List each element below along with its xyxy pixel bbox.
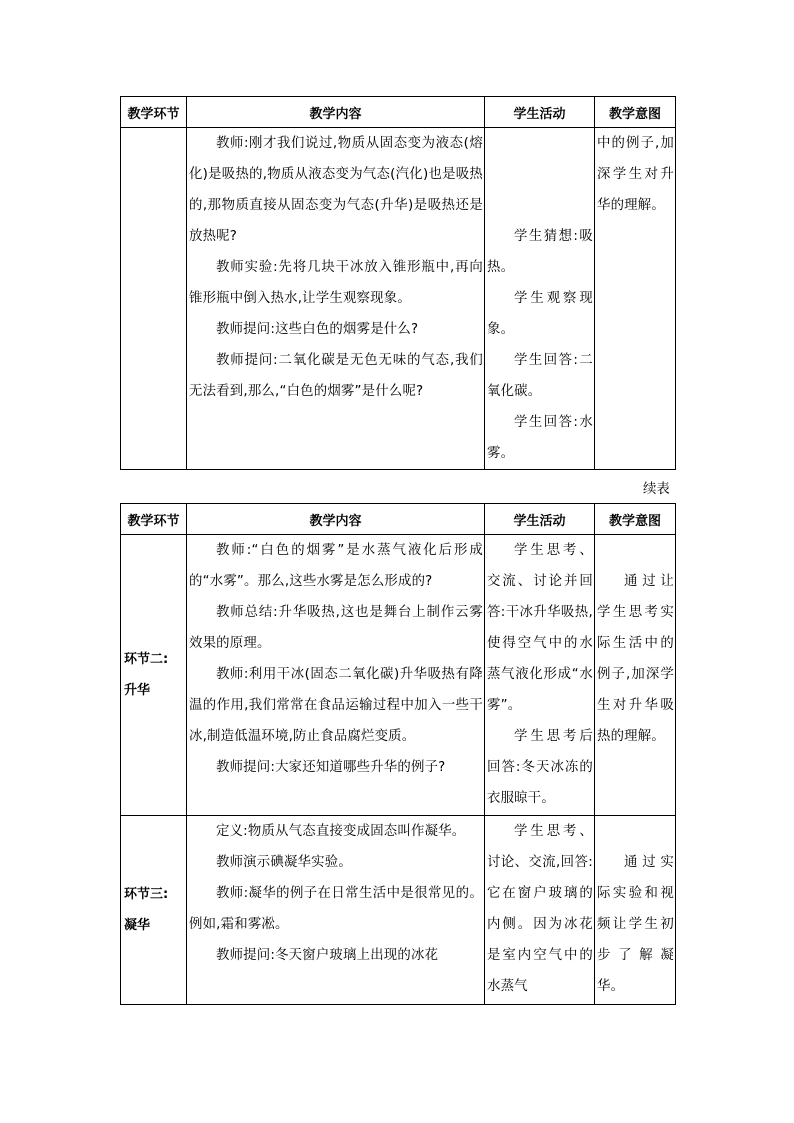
content-paragraph: 教师提问:大家还知道哪些升华的例子?	[216, 760, 446, 775]
section-label: 环节三:	[124, 887, 169, 902]
intent-paragraph: 中的例子,加深学生对升华的理解。	[597, 136, 674, 213]
activity-paragraph: 学生思考、讨论、交流,回答:它在窗户玻璃的内侧。因为冰花是室内空气中的水蒸气	[487, 824, 593, 994]
activity-cell	[485, 816, 595, 1005]
content-cell	[187, 816, 485, 1005]
activity-cell	[485, 128, 595, 470]
content-paragraph: 教师:凝华的例子在日常生活中是很常见的。例如,霜和雾凇。	[189, 886, 483, 932]
header-intent: 教学意图	[595, 97, 676, 128]
section-label: 凝华	[124, 918, 151, 933]
content-cell	[187, 535, 485, 816]
section-label: 环节二:	[124, 652, 169, 667]
continued-label: 续表	[643, 482, 670, 497]
content-paragraph: 教师:利用干冰(固态二氧化碳)升华吸热有降温的作用,我们常常在食品运输过程中加入一些干冰,制造低温环境,防止食品腐烂变质。	[189, 667, 483, 744]
header-activity: 学生活动	[485, 504, 595, 535]
activity-paragraph: 学生思考、交流、讨论并回答:干冰升华吸热,使得空气中的水蒸气液化形成“水雾”。	[487, 543, 593, 713]
table-row	[121, 128, 676, 470]
lesson-table-1	[120, 96, 676, 470]
activity-paragraph: 学生回答:水雾。	[487, 415, 593, 461]
intent-cell	[595, 128, 676, 470]
content-paragraph: 教师提问:冬天窗户玻璃上出现的冰花	[216, 948, 439, 963]
content-paragraph: 教师演示碘凝华实验。	[216, 855, 352, 870]
intent-cell	[595, 816, 676, 1005]
content-paragraph: 教师:刚才我们说过,物质从固态变为液态(熔化)是吸热的,物质从液态变为气态(汽化)也是吸热的,那物质直接从固态变为气态(升华)是吸热还是放热呢?	[189, 136, 483, 244]
section-cell	[121, 535, 187, 816]
section-label: 升华	[124, 683, 151, 698]
header-content: 教学内容	[187, 504, 485, 535]
activity-paragraph: 学生观察现象。	[487, 291, 593, 337]
content-paragraph: 教师实验:先将几块干冰放入锥形瓶中,再向锥形瓶中倒入热水,让学生观察现象。	[189, 260, 483, 306]
content-paragraph: 定义:物质从气态直接变成固态叫作凝华。	[216, 824, 466, 839]
intent-cell	[595, 535, 676, 816]
header-section: 教学环节	[121, 504, 187, 535]
table-row	[121, 816, 676, 1005]
header-intent: 教学意图	[595, 504, 676, 535]
lesson-table-2	[120, 503, 676, 1005]
intent-paragraph: 通过实际实验和视频让学生初步了解凝华。	[597, 855, 674, 994]
activity-paragraph: 学生猜想:吸热。	[487, 229, 593, 275]
content-cell	[187, 128, 485, 470]
table-header-row	[121, 504, 676, 535]
header-content: 教学内容	[187, 97, 485, 128]
content-paragraph: 教师:“白色的烟雾”是水蒸气液化后形成的“水雾”。那么,这些水雾是怎么形成的?	[189, 543, 483, 589]
content-paragraph: 教师提问:二氧化碳是无色无味的气态,我们无法看到,那么,“白色的烟雾”是什么呢?	[189, 353, 483, 399]
table-row	[121, 535, 676, 816]
header-activity: 学生活动	[485, 97, 595, 128]
section-cell	[121, 816, 187, 1005]
activity-paragraph: 学生思考后回答:冬天冰冻的衣服晾干。	[487, 729, 593, 806]
activity-cell	[485, 535, 595, 816]
header-section: 教学环节	[121, 97, 187, 128]
table-header-row	[121, 97, 676, 128]
intent-paragraph: 通过让学生思考实际生活中的例子,加深学生对升华吸热的理解。	[597, 574, 674, 744]
activity-paragraph: 学生回答:二氧化碳。	[487, 353, 593, 399]
section-cell	[121, 128, 187, 470]
content-paragraph: 教师总结:升华吸热,这也是舞台上制作云雾效果的原理。	[189, 605, 483, 651]
content-paragraph: 教师提问:这些白色的烟雾是什么?	[216, 322, 419, 337]
